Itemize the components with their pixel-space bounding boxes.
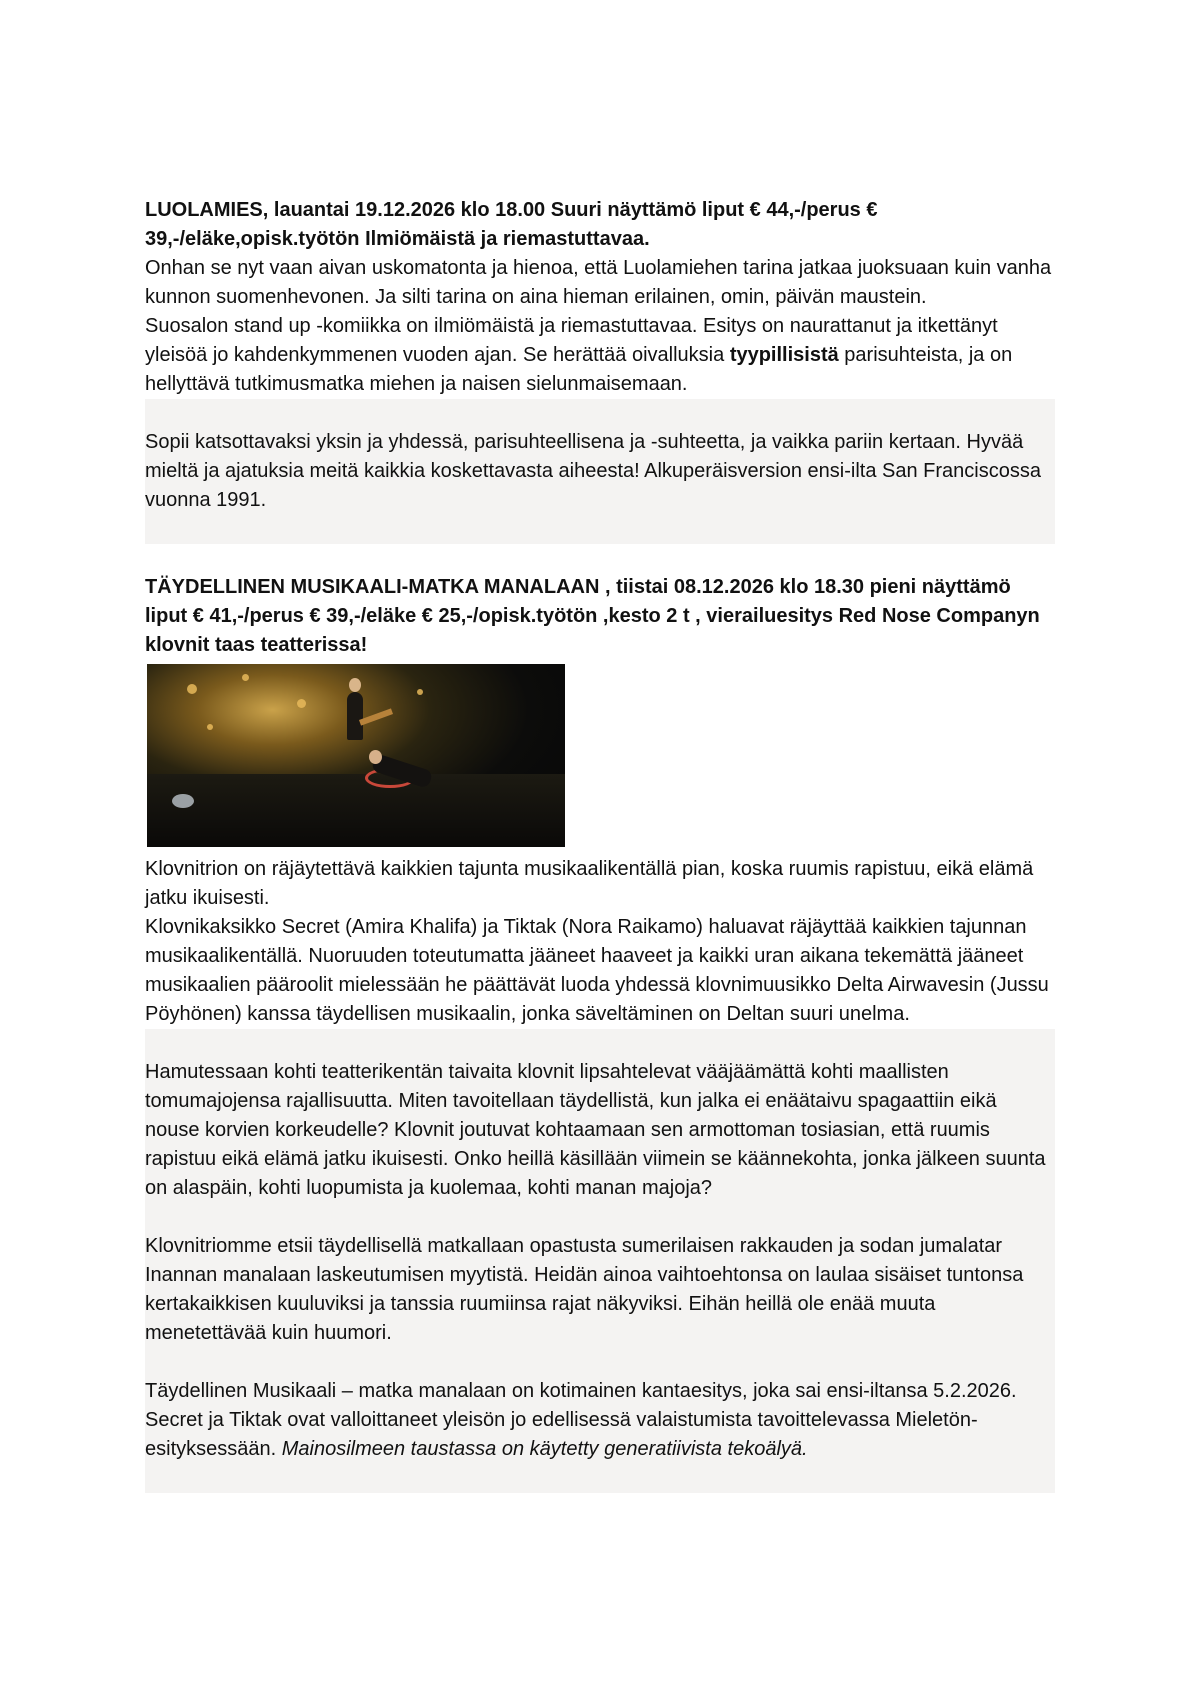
content-column bbox=[145, 196, 1055, 1493]
light-orb bbox=[297, 699, 306, 708]
event1-p2-start: Suosalon stand up -komiikka on ilmiömäistä ja riemastuttavaa. Esitys on naurattanut ja itkettänyt yleisöä jo kahdenkymmenen vuoden ajan. Se herättää oivalluksia bbox=[145, 315, 998, 366]
event2-paragraph-2: Klovnikaksikko Secret (Amira Khalifa) ja Tiktak (Nora Raikamo) haluavat räjäyttää kaikkien tajunnan musikaalikentällä. Nuoruuden toteutumatta jääneet haaveet ja kaikki uran aikana tekemättä jääneet musikaalien pääroolit mielessään he päättävät luoda yhdessä klovnimuusikko Delta Airwavesin (Jussu Pöyhönen) kanssa täydellisen musikaalin, jonka säveltäminen on Deltan suuri unelma. bbox=[145, 916, 1049, 1025]
water-area bbox=[147, 774, 565, 847]
event2-paragraph-3: Hamutessaan kohti teatterikentän taivaita klovnit lipsahtelevat vääjäämättä kohti maallisten tomumajojensa rajallisuutta. Miten tavoitellaan täydellistä, kun jalka ei enäätaivu spagaattiin eikä nouse korvien korkeudelle? Klovnit joutuvat kohtaamaan sen armottoman tosiasian, että ruumis rapistuu eikä elämä jatku ikuisesti. Onko heillä käsillään viimein se käännekohta, jonka jälkeen suunta on alaspäin, kohti luopumista ja kuolemaa, kohti manan majoja? bbox=[145, 1061, 1046, 1199]
performer-head bbox=[369, 750, 382, 764]
event1-info: , lauantai 19.12.2026 klo 18.00 Suuri näyttämö liput € 44,-/perus € 39,-/eläke,opisk.työtön Ilmiömäistä ja riemastuttavaa. bbox=[145, 199, 878, 250]
guitarist-figure bbox=[347, 692, 363, 740]
event1-title: LUOLAMIES bbox=[145, 199, 263, 221]
event2-heading-text: TÄYDELLINEN MUSIKAALI-MATKA MANALAAN , tiistai 08.12.2026 klo 18.30 pieni näyttämö liput € 41,-/perus € 39,-/eläke € 25,-/opisk.työtön ,kesto 2 t , vierailuesitys Red Nose Companyn klovnit taas teatterissa! bbox=[145, 576, 1040, 656]
event1-paragraph-1: Onhan se nyt vaan aivan uskomatonta ja hienoa, että Luolamiehen tarina jatkaa juoksuaan kuin vanha kunnon suomenhevonen. Ja silti tarina on aina hieman erilainen, omin, päivän maustein. bbox=[145, 257, 1052, 308]
light-orb bbox=[242, 674, 249, 681]
event1-highlight-block bbox=[145, 399, 1055, 544]
event-poster-image bbox=[147, 664, 565, 847]
spacer bbox=[145, 544, 1055, 573]
guitar bbox=[359, 708, 393, 725]
event2-heading bbox=[145, 573, 1055, 660]
event2-paragraph-5 bbox=[145, 1377, 1055, 1464]
performer-head bbox=[349, 678, 361, 692]
event2-paragraph-4: Klovnitriomme etsii täydellisellä matkallaan opastusta sumerilaisen rakkauden ja sodan jumalatar Inannan manalaan laskeutumisen myytistä. Heidän ainoa vaihtoehtonsa on laulaa sisäiset tuntonsa kertakaikkisen kuuluviksi ja tanssia ruumiinsa rajat näkyviksi. Eihän heillä ole enää muuta menetettävää kuin huumori. bbox=[145, 1235, 1024, 1344]
spacer bbox=[145, 1203, 1055, 1232]
event2-paragraph-1: Klovnitrion on räjäytettävä kaikkien tajunta musikaalikentällä pian, koska ruumis rapistuu, eikä elämä jatku ikuisesti. bbox=[145, 858, 1034, 909]
event1-paragraph-3: Sopii katsottavaksi yksin ja yhdessä, parisuhteellisena ja -suhteetta, ja vaikka pariin kertaan. Hyvää mieltä ja ajatuksia meitä kaikkia koskettavasta aiheesta! Alkuperäisversion ensi-ilta San Franciscossa vuonna 1991. bbox=[145, 431, 1041, 511]
light-orb bbox=[417, 689, 423, 695]
event2-highlight-block bbox=[145, 1029, 1055, 1493]
event1-p2-end: parisuhteista, ja on hellyttävä tutkimusmatka miehen ja naisen sielunmaisemaan. bbox=[145, 344, 1013, 395]
light-orb bbox=[207, 724, 213, 730]
spacer bbox=[145, 1348, 1055, 1377]
event2-p5-italic: Mainosilmeen taustassa on käytetty generatiivista tekoälyä. bbox=[281, 1438, 808, 1460]
event1-heading bbox=[145, 196, 1055, 254]
event1-p2-bold: tyypillisistä bbox=[729, 344, 839, 366]
event1-paragraph-2 bbox=[145, 312, 1055, 399]
event2-p5-start: Täydellinen Musikaali – matka manalaan on kotimainen kantaesitys, joka sai ensi-iltansa 5.2.2026. Secret ja Tiktak ovat valloittaneet yleisön jo edellisessä valaistumista tavoittelevassa Mieletön-esityksessään. bbox=[145, 1380, 1017, 1460]
light-orb bbox=[187, 684, 197, 694]
submerged-figure bbox=[172, 794, 194, 808]
